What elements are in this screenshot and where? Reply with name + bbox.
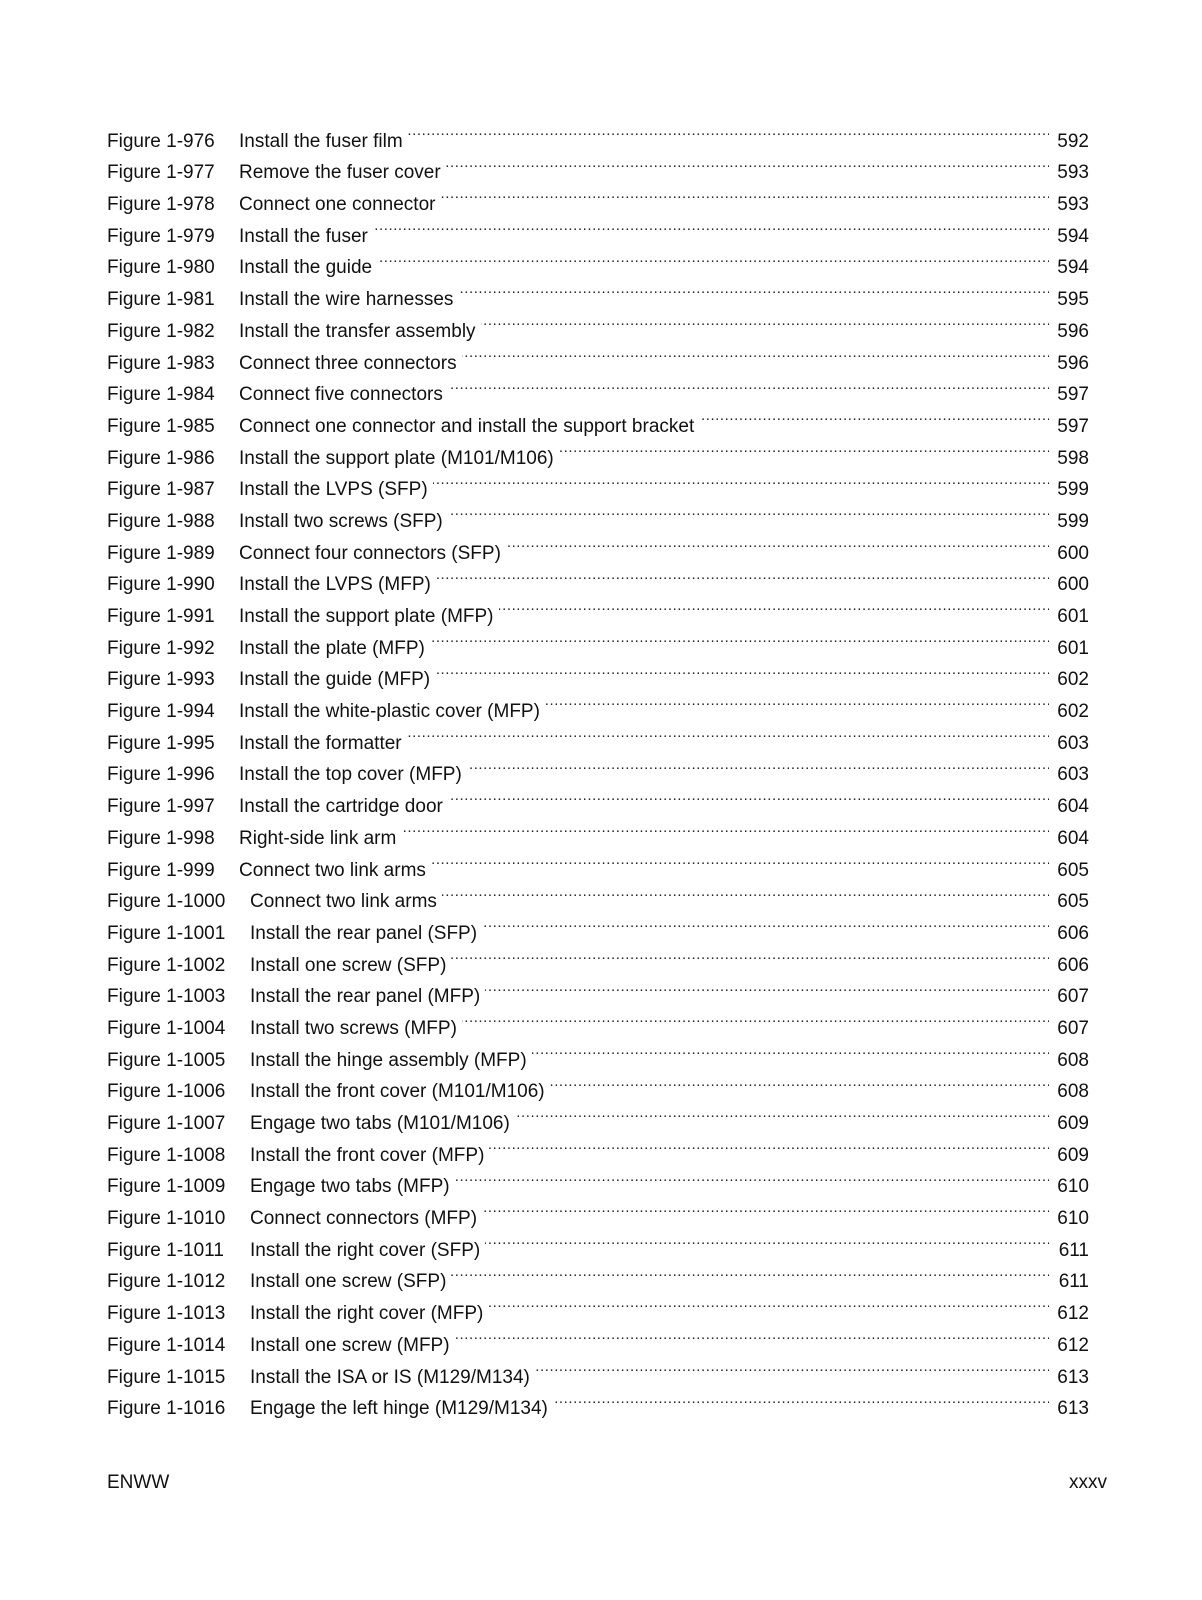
figure-number: Figure 1-992 <box>107 637 215 659</box>
page-number: 594 <box>1057 225 1089 247</box>
page-number: 601 <box>1057 637 1089 659</box>
dot-leader <box>448 495 1049 527</box>
figure-title: Connect two link arms <box>239 859 426 881</box>
figure-number: Figure 1-980 <box>107 257 215 279</box>
page-number: 602 <box>1057 701 1089 723</box>
page-number: 600 <box>1057 542 1089 564</box>
dot-leader <box>442 876 1049 908</box>
figure-number: Figure 1-1011 <box>107 1239 224 1261</box>
dot-leader <box>455 1319 1049 1351</box>
figure-title: Install one screw (SFP) <box>250 954 447 976</box>
page-number: 602 <box>1057 669 1089 691</box>
dot-leader <box>488 1287 1049 1319</box>
page-number: 610 <box>1057 1176 1089 1198</box>
dot-leader <box>435 654 1049 686</box>
page-number: 613 <box>1057 1366 1089 1388</box>
page-number: 593 <box>1057 194 1089 216</box>
dot-leader <box>699 400 1049 432</box>
page-number: 594 <box>1057 257 1089 279</box>
figure-title: Install the support plate (MFP) <box>239 606 494 627</box>
figure-title: Right-side link arm <box>239 827 397 849</box>
page-number: 608 <box>1057 1081 1089 1103</box>
dot-leader <box>482 907 1049 939</box>
figure-title: Install the guide <box>239 257 373 279</box>
dot-leader <box>462 1002 1049 1034</box>
figure-title: Connect three connectors <box>239 352 457 374</box>
page-number: 596 <box>1057 352 1089 374</box>
figure-number: Figure 1-976 <box>107 130 215 152</box>
figure-number: Figure 1-978 <box>107 194 215 216</box>
page-number: 596 <box>1057 320 1089 342</box>
figure-title: Install the fuser film <box>239 130 403 152</box>
dot-leader <box>451 1256 1049 1288</box>
figure-number: Figure 1-1015 <box>107 1366 226 1388</box>
dot-leader <box>401 812 1049 844</box>
figure-title: Install the white-plastic cover (MFP) <box>239 701 540 723</box>
dot-leader <box>448 780 1049 812</box>
figure-title: Install one screw (MFP) <box>250 1334 450 1356</box>
figure-number: Figure 1-979 <box>107 225 215 247</box>
figure-title: Install the front cover (M101/M106) <box>250 1081 545 1103</box>
figure-title: Install the front cover (MFP) <box>250 1144 485 1166</box>
figure-number: Figure 1-1012 <box>107 1271 226 1293</box>
dot-leader <box>431 844 1049 876</box>
figure-number: Figure 1-1010 <box>107 1208 226 1230</box>
dot-leader <box>499 590 1050 622</box>
figure-title: Install the LVPS (SFP) <box>239 479 428 501</box>
footer-page-number: xxxv <box>1069 1472 1107 1493</box>
figure-number: Figure 1-987 <box>107 479 215 501</box>
figure-number: Figure 1-1009 <box>107 1176 226 1198</box>
figure-title: Install the top cover (MFP) <box>239 764 462 786</box>
figure-number: Figure 1-983 <box>107 352 215 374</box>
figure-number: Figure 1-1007 <box>107 1113 226 1134</box>
figure-number: Figure 1-1001 <box>107 922 226 944</box>
figure-title: Install the LVPS (MFP) <box>239 574 431 596</box>
page-number: 597 <box>1057 384 1089 406</box>
page-number: 603 <box>1057 732 1089 754</box>
figure-title: Install the hinge assembly (MFP) <box>250 1049 527 1071</box>
figure-number: Figure 1-1016 <box>107 1398 226 1420</box>
dot-leader <box>535 1351 1049 1383</box>
figure-title: Connect one connector and install the support bracket <box>239 415 695 437</box>
figure-number: Figure 1-985 <box>107 415 215 437</box>
figure-title: Install the formatter <box>239 732 402 754</box>
dot-leader <box>485 1224 1049 1256</box>
figure-title: Install the plate (MFP) <box>239 637 425 659</box>
figure-title: Install the fuser <box>239 225 368 247</box>
dot-leader <box>440 178 1049 210</box>
figure-number: Figure 1-996 <box>107 764 215 786</box>
dot-leader <box>433 464 1049 496</box>
figure-title: Install the rear panel (MFP) <box>250 986 481 1008</box>
page-number: 612 <box>1057 1334 1089 1356</box>
page-number: 600 <box>1057 574 1089 596</box>
page-number: 607 <box>1057 1017 1089 1039</box>
dot-leader <box>481 305 1049 337</box>
page-number: 610 <box>1057 1208 1089 1230</box>
figure-number: Figure 1-1005 <box>107 1049 226 1071</box>
dot-leader <box>436 559 1049 591</box>
dot-leader <box>545 685 1049 717</box>
figure-number: Figure 1-1013 <box>107 1303 226 1325</box>
page-number: 599 <box>1057 510 1089 532</box>
dot-leader <box>550 1066 1049 1098</box>
dot-leader <box>377 242 1049 274</box>
page-number: 604 <box>1057 796 1089 818</box>
figure-title: Install the transfer assembly <box>239 320 476 342</box>
figure-title: Connect connectors (MFP) <box>250 1208 478 1230</box>
figure-number: Figure 1-1004 <box>107 1017 226 1039</box>
page-number: 611 <box>1058 1239 1089 1261</box>
figure-number: Figure 1-997 <box>107 796 215 818</box>
figure-number: Figure 1-981 <box>107 289 215 311</box>
dot-leader <box>467 749 1049 781</box>
figure-title: Install two screws (SFP) <box>239 510 443 532</box>
figure-title: Connect one connector <box>239 194 436 216</box>
page-number: 598 <box>1057 447 1089 469</box>
figure-number: Figure 1-984 <box>107 384 215 406</box>
figure-title: Install one screw (SFP) <box>250 1271 447 1293</box>
page-number: 605 <box>1057 859 1089 881</box>
page-number: 592 <box>1057 130 1089 152</box>
dot-leader <box>489 1129 1049 1161</box>
dot-leader <box>430 622 1049 654</box>
figure-number: Figure 1-989 <box>107 542 215 564</box>
figure-title: Remove the fuser cover <box>239 162 441 184</box>
page-number: 611 <box>1058 1271 1089 1293</box>
figure-title: Install the right cover (MFP) <box>250 1303 484 1325</box>
figure-title: Install the cartridge door <box>239 796 443 818</box>
dot-leader <box>373 210 1049 242</box>
figure-number: Figure 1-990 <box>107 574 215 596</box>
page-number: 606 <box>1057 954 1089 976</box>
page-number: 597 <box>1057 415 1089 437</box>
figure-title: Install two screws (MFP) <box>250 1017 457 1039</box>
dot-leader <box>407 717 1049 749</box>
figure-title: Connect four connectors (SFP) <box>239 542 501 564</box>
page-number: 599 <box>1057 479 1089 501</box>
list-of-figures <box>107 115 1089 1420</box>
page-number: 612 <box>1057 1303 1089 1325</box>
figure-number: Figure 1-1006 <box>107 1081 226 1103</box>
page-number: 603 <box>1057 764 1089 786</box>
figure-title: Engage the left hinge (M129/M134) <box>250 1398 548 1420</box>
footer-publication-code: ENWW <box>107 1472 170 1493</box>
page-number: 607 <box>1057 986 1089 1008</box>
page-number: 593 <box>1057 162 1089 184</box>
figure-title: Connect two link arms <box>250 891 437 913</box>
dot-leader <box>532 1034 1049 1066</box>
dot-leader <box>485 971 1049 1003</box>
figure-number: Figure 1-1000 <box>107 891 226 913</box>
dot-leader <box>408 115 1049 147</box>
figure-number: Figure 1-977 <box>107 162 215 184</box>
toc-entry[interactable] <box>107 115 1089 152</box>
dot-leader <box>553 1383 1049 1415</box>
dot-leader <box>506 527 1049 559</box>
figure-title: Install the right cover (SFP) <box>250 1239 481 1261</box>
figure-title: Install the guide (MFP) <box>239 669 431 691</box>
dot-leader <box>455 1161 1049 1193</box>
figure-number: Figure 1-999 <box>107 859 215 881</box>
page-number: 604 <box>1057 827 1089 849</box>
page-number: 613 <box>1057 1398 1089 1420</box>
page-number: 605 <box>1057 891 1089 913</box>
page-number: 601 <box>1057 606 1089 627</box>
figure-number: Figure 1-1014 <box>107 1334 226 1356</box>
figure-number: Figure 1-982 <box>107 320 215 342</box>
figure-number: Figure 1-1008 <box>107 1144 226 1166</box>
page-number: 595 <box>1057 289 1089 311</box>
page-number: 608 <box>1057 1049 1089 1071</box>
page-number: 606 <box>1057 922 1089 944</box>
page-number: 609 <box>1057 1144 1089 1166</box>
page-number: 609 <box>1057 1113 1089 1134</box>
figure-title: Install the support plate (M101/M106) <box>239 447 554 469</box>
dot-leader <box>482 1192 1049 1224</box>
figure-number: Figure 1-993 <box>107 669 215 691</box>
dot-leader <box>448 369 1049 401</box>
figure-title: Install the ISA or IS (M129/M134) <box>250 1366 530 1388</box>
figure-number: Figure 1-998 <box>107 827 215 849</box>
dot-leader <box>446 147 1049 179</box>
figure-number: Figure 1-994 <box>107 701 215 723</box>
figure-number: Figure 1-1003 <box>107 986 226 1008</box>
figure-number: Figure 1-991 <box>107 606 215 627</box>
figure-number: Figure 1-988 <box>107 510 215 532</box>
figure-title: Connect five connectors <box>239 384 443 406</box>
figure-number: Figure 1-995 <box>107 732 215 754</box>
figure-title: Install the wire harnesses <box>239 289 454 311</box>
dot-leader <box>559 432 1049 464</box>
dot-leader <box>462 337 1049 369</box>
figure-title: Install the rear panel (SFP) <box>250 922 478 944</box>
dot-leader <box>458 273 1049 305</box>
figure-title: Engage two tabs (M101/M106) <box>250 1113 510 1134</box>
figure-title: Engage two tabs (MFP) <box>250 1176 450 1198</box>
figure-number: Figure 1-986 <box>107 447 215 469</box>
figure-number: Figure 1-1002 <box>107 954 226 976</box>
dot-leader <box>451 939 1049 971</box>
dot-leader <box>515 1097 1049 1129</box>
